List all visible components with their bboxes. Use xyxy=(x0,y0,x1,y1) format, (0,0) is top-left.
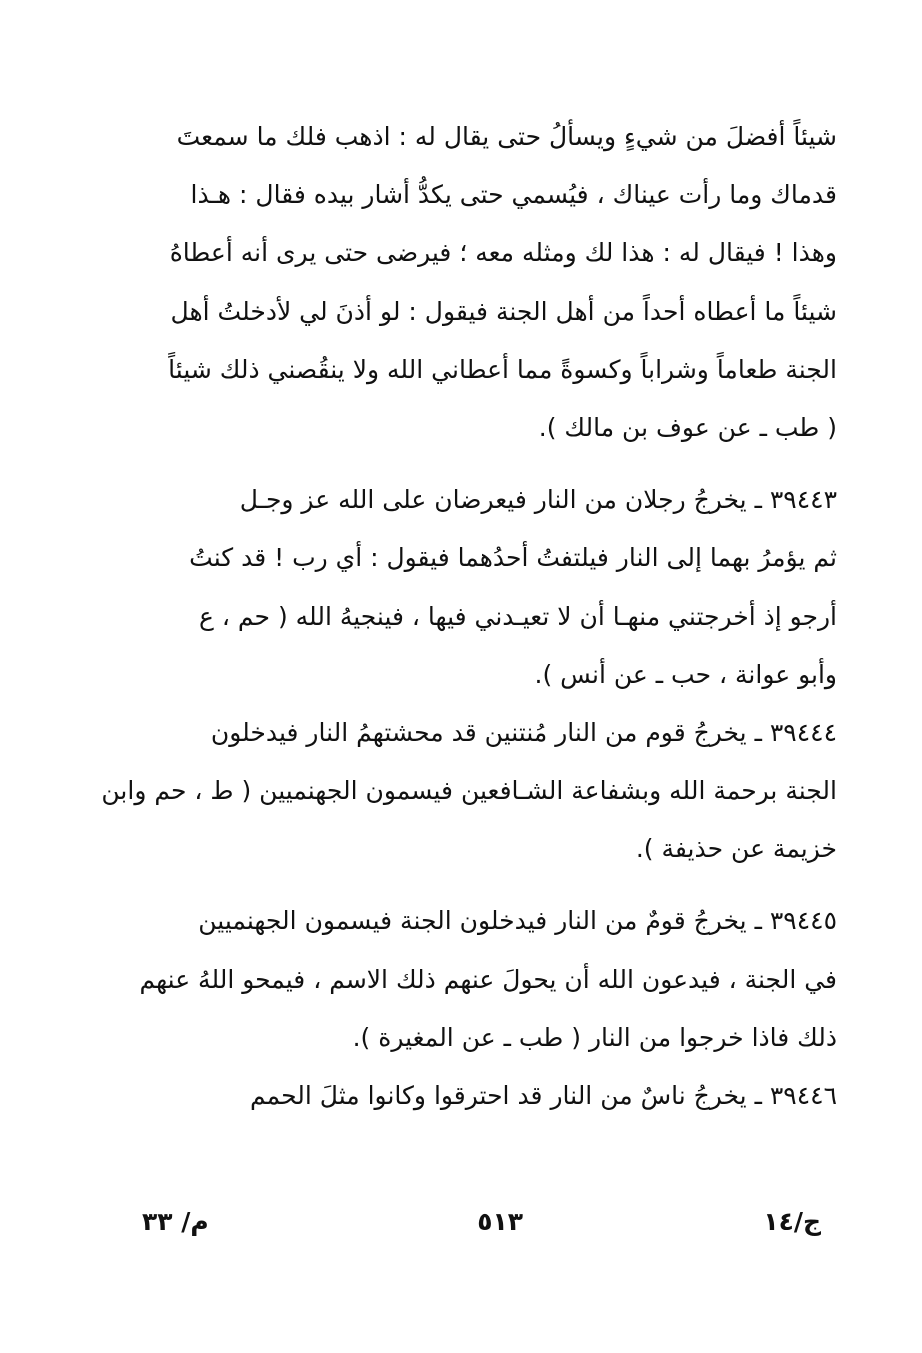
text-line: وهذا ! فيقال له : هذا لك ومثله معه ؛ فيرضى حتى يرى أنه أعطاهُ xyxy=(169,238,837,268)
hadith-line: ٣٩٤٤٣ ـ يخرجُ رجلان من النار فيعرضان على الله عز وجـل xyxy=(239,485,837,515)
arabic-text-body xyxy=(101,108,837,1125)
paragraph-gap xyxy=(132,878,837,892)
text-line: قدماك وما رأت عيناك ، فيُسمي حتى يكدُّ أشار بيده فقال : هـذا xyxy=(190,180,837,210)
hadith-line: ٣٩٤٤٦ ـ يخرجُ ناسٌ من النار قد احترقوا وكانوا مثلَ الحمم xyxy=(250,1081,837,1110)
hadith-line: ٣٩٤٤٤ ـ يخرجُ قوم من النار مُنتنين قد محشتهمُ النار فيدخلون xyxy=(210,717,837,747)
sheet-marker: م/ ٣٣ xyxy=(142,1207,209,1236)
hadith-line: ٣٩٤٤٥ ـ يخرجُ قومٌ من النار فيدخلون الجنة فيسمون الجهنميين xyxy=(198,906,837,936)
text-line: ( طب ـ عن عوف بن مالك ). xyxy=(538,412,837,442)
text-line: شيئاً أفضلَ من شيءٍ ويسألُ حتى يقال له : اذهب فلك ما سمعتَ xyxy=(176,122,837,151)
text-line: ثم يؤمرُ بهما إلى النار فيلتفتُ أحدُهما فيقول : أي رب ! قد كنتُ xyxy=(189,543,837,573)
text-line: شيئاً ما أعطاه أحداً من أهل الجنة فيقول : لو أذنَ لي لأدخلتُ أهل xyxy=(170,296,837,326)
page-footer xyxy=(132,1198,837,1246)
page-number: ٥١٣ xyxy=(477,1207,523,1236)
text-line: الجنة برحمة الله وبشفاعة الشـافعين فيسمون الجهنميين ( ط ، حم وابن xyxy=(101,776,837,806)
text-line: خزيمة عن حذيفة ). xyxy=(635,834,837,864)
text-line: وأبو عوانة ، حب ـ عن أنس ). xyxy=(534,659,837,689)
paragraph-gap xyxy=(132,457,837,471)
text-line: أرجو إذ أخرجتني منهـا أن لا تعيـدني فيها ، فينجيهُ الله ( حم ، ع xyxy=(199,601,837,631)
text-line: الجنة طعاماً وشراباً وكسوةً مما أعطاني الله ولا ينقُصني ذلك شيئاً xyxy=(168,354,837,384)
volume-marker: ج/١٤ xyxy=(763,1207,821,1236)
text-line: في الجنة ، فيدعون الله أن يحولَ عنهم ذلك الاسم ، فيمحو اللهُ عنهم xyxy=(139,964,837,994)
text-line: ذلك فاذا خرجوا من النار ( طب ـ عن المغيرة ). xyxy=(352,1022,837,1052)
